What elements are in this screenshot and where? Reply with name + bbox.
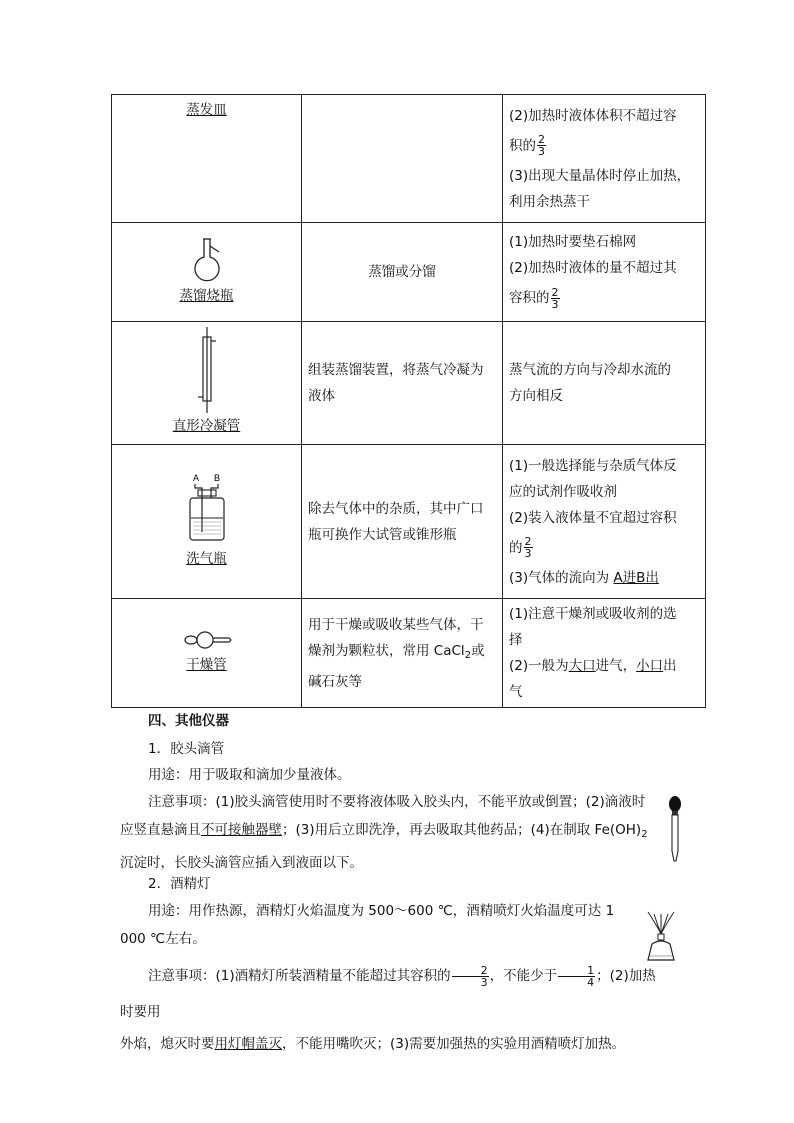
drying-tube-icon [179, 628, 235, 652]
note-line: (3)出现大量晶体时停止加热， [509, 167, 691, 184]
use-text: 液体 [308, 388, 335, 404]
table-row [112, 322, 706, 445]
note-line: (2)加热时液体的量不超过其 [509, 260, 677, 276]
alcohol-lamp-icon [638, 908, 684, 964]
distilling-flask-icon [187, 235, 227, 283]
use-text: 组装蒸馏装置，将蒸气冷凝为 [308, 362, 484, 378]
note-line: 利用余热蒸干 [509, 193, 590, 210]
use-cell [302, 322, 503, 445]
instrument-name: 洗气瓶 [186, 550, 227, 567]
fraction: $\frac{2}{3}$ [538, 133, 545, 158]
use-text: 除去气体中的杂质，其中广口 [308, 500, 484, 517]
table-row [112, 223, 706, 322]
fraction: $\frac{2}{3}$ [551, 285, 559, 311]
instrument-cell [112, 599, 302, 708]
paragraph-line: 应竖直悬滴且不可接触器壁；(3)用后立即洗净，再去吸取其他药品；(4)在制取 $Fe(OH)_2$ [120, 822, 648, 840]
note-line: 蒸气流的方向与冷却水流的 [509, 362, 671, 378]
note-line: 方向相反 [509, 388, 563, 404]
svg-text:A: A [192, 472, 199, 483]
note-line: (3)气体的流向为 A进B出 [509, 569, 659, 586]
use-cell [302, 95, 503, 223]
table-row [112, 95, 706, 223]
notes-cell [503, 599, 706, 708]
item-use: 用途：用于吸取和滴加少量液体。 [148, 767, 351, 783]
paragraph-line: 沉淀时，长胶头滴管应插入到液面以下。 [120, 855, 363, 871]
use-text: 燥剂为颗粒状，常用 CaCl$_2$或 [308, 642, 485, 661]
notes-cell [503, 223, 706, 322]
note-line: (2)一般为大口进气，小口出 [509, 658, 677, 674]
instrument-cell [112, 322, 302, 445]
paragraph-line: 外焰，熄灭时要用灯帽盖灭，不能用嘴吹灭；(3)需要加强热的实验用酒精喷灯加热。 [120, 1036, 626, 1052]
table-row [112, 599, 706, 708]
table-row [112, 445, 706, 599]
instrument-cell [112, 223, 302, 322]
note-line: 的 $\frac{2}{3}$ [509, 535, 532, 560]
note-line: 气 [509, 684, 523, 700]
instrument-cell [112, 95, 302, 223]
note-line: 应的试剂作吸收剂 [509, 483, 617, 500]
note-line: 择 [509, 632, 523, 648]
note-line: (2)加热时液体体积不超过容 [509, 107, 677, 124]
fraction: $\frac{2}{3}$ [452, 965, 489, 988]
paragraph-line: 用途：用作热源，酒精灯火焰温度为 500～600 ℃，酒精喷灯火焰温度可达 1 [148, 903, 615, 919]
item-title: 2．酒精灯 [148, 876, 211, 892]
instrument-cell [112, 445, 302, 599]
use-text: 用于干燥或吸收某些气体，干 [308, 616, 484, 633]
instrument-name: 蒸发皿 [186, 102, 227, 118]
svg-text:B: B [213, 472, 220, 483]
instrument-table [111, 94, 706, 708]
gas-washing-bottle-icon [182, 472, 232, 546]
item-title: 1．胶头滴管 [148, 741, 225, 757]
notes-cell [503, 95, 706, 223]
instrument-name: 直形冷凝管 [172, 418, 241, 434]
section-title: 四、其他仪器 [148, 713, 229, 729]
note-line: (2)装入液体量不宜超过容积 [509, 509, 677, 526]
notes-cell [503, 322, 706, 445]
fraction: $\frac{2}{3}$ [524, 535, 532, 560]
note-line: (1)注意干燥剂或吸收剂的选 [509, 606, 677, 622]
use-cell [302, 599, 503, 708]
use-cell [302, 223, 503, 322]
note-line: 容积的 $\frac{2}{3}$ [509, 285, 559, 311]
note-line: 积的 $\frac{2}{3}$ [509, 133, 545, 158]
instrument-name: 干燥管 [186, 657, 227, 673]
use-cell [302, 445, 503, 599]
notes-cell [503, 445, 706, 599]
instrument-name: 蒸馏烧瓶 [179, 288, 234, 304]
use-text: 瓶可换作大试管或锥形瓶 [308, 526, 457, 543]
item-notes [120, 788, 660, 877]
dropper-icon [664, 795, 686, 863]
paragraph-line: 注意事项：(1)胶头滴管使用时不要将液体吸入胶头内，不能平放或倒置；(2)滴液时 [148, 794, 646, 810]
fraction: $\frac{1}{4}$ [558, 965, 595, 988]
item-notes [120, 958, 660, 1058]
paragraph-line: 注意事项：(1)酒精灯所装酒精量不能超过其容积的 $\frac{2}{3}$ ，不能少于 $\frac{1}{4}$ ；(2)加热时要用 [120, 963, 656, 1020]
use-text: 蒸馏或分馏 [368, 264, 436, 280]
note-line: (1)一般选择能与杂质气体反 [509, 457, 677, 474]
paragraph-line: 000 ℃左右。 [120, 931, 206, 947]
item-use [120, 897, 620, 953]
use-text: 碱石灰等 [308, 673, 362, 690]
straight-condenser-icon [192, 327, 222, 413]
note-line: (1)加热时要垫石棉网 [509, 234, 637, 250]
